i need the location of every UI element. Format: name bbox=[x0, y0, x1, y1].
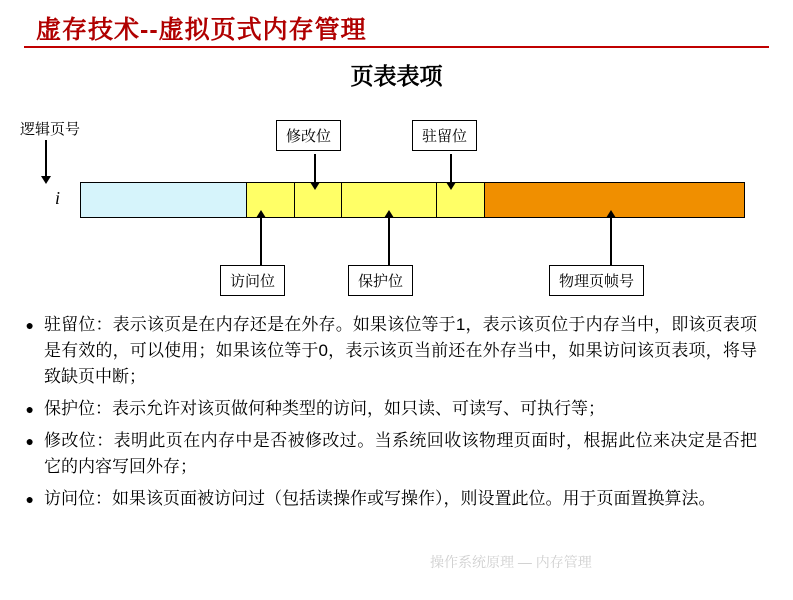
list-item-text: 驻留位：表示该页是在内存还是在外存。如果该位等于1，表示该页位于内存当中，即该页表项是有效的，可以使用；如果该位等于0，表示该页当前还在外存当中，如果访问该页表项，将导致缺页中断； bbox=[44, 315, 757, 386]
bullet-list bbox=[0, 312, 793, 518]
page-table-entry-bar bbox=[80, 182, 745, 218]
watermark-text: 操作系统原理 — 内存管理 bbox=[430, 554, 592, 570]
callout-physical-frame-number: 物理页帧号 bbox=[549, 265, 644, 296]
bullet-marker-icon: ● bbox=[25, 433, 34, 449]
page-table-entry-diagram bbox=[0, 100, 793, 315]
leader-line-modify-bit bbox=[314, 154, 316, 182]
callout-access-bit: 访问位 bbox=[220, 265, 285, 296]
leader-line-resident-bit bbox=[450, 154, 452, 182]
list-item-text: 修改位：表明此页在内存中是否被修改过。当系统回收该物理页面时，根据此位来决定是否把它的内容写回外存； bbox=[44, 431, 757, 476]
segment-access-bit bbox=[247, 183, 295, 217]
bullet-marker-icon: ● bbox=[25, 491, 34, 507]
list-item-text: 访问位：如果该页面被访问过（包括读操作或写操作），则设置此位。用于页面置换算法。 bbox=[44, 489, 716, 508]
page-subtitle: 页表表项 bbox=[350, 63, 443, 89]
segment-resident-bit bbox=[437, 183, 485, 217]
list-item-text: 保护位：表示允许对该页做何种类型的访问，如只读、可读写、可执行等； bbox=[44, 399, 605, 418]
logical-page-number-label: 逻辑页号 bbox=[20, 121, 81, 138]
entry-index-symbol: i bbox=[55, 188, 61, 208]
list-item bbox=[0, 486, 793, 512]
leader-line-access-bit bbox=[260, 218, 262, 265]
callout-resident-bit: 驻留位 bbox=[412, 120, 477, 151]
callout-modify-bit: 修改位 bbox=[276, 120, 341, 151]
callout-protect-bit: 保护位 bbox=[348, 265, 413, 296]
page-title: 虚存技术--虚拟页式内存管理 bbox=[36, 16, 367, 44]
leader-line-physical-frame-number bbox=[610, 218, 612, 265]
leader-line-protect-bit bbox=[388, 218, 390, 265]
list-item bbox=[0, 396, 793, 422]
title-divider bbox=[24, 46, 769, 48]
bullet-marker-icon: ● bbox=[25, 317, 34, 333]
list-item bbox=[0, 312, 793, 390]
segment-logical-page-number bbox=[81, 183, 247, 217]
list-item bbox=[0, 428, 793, 480]
bullet-marker-icon: ● bbox=[25, 401, 34, 417]
logical-page-arrow-icon bbox=[45, 140, 47, 178]
